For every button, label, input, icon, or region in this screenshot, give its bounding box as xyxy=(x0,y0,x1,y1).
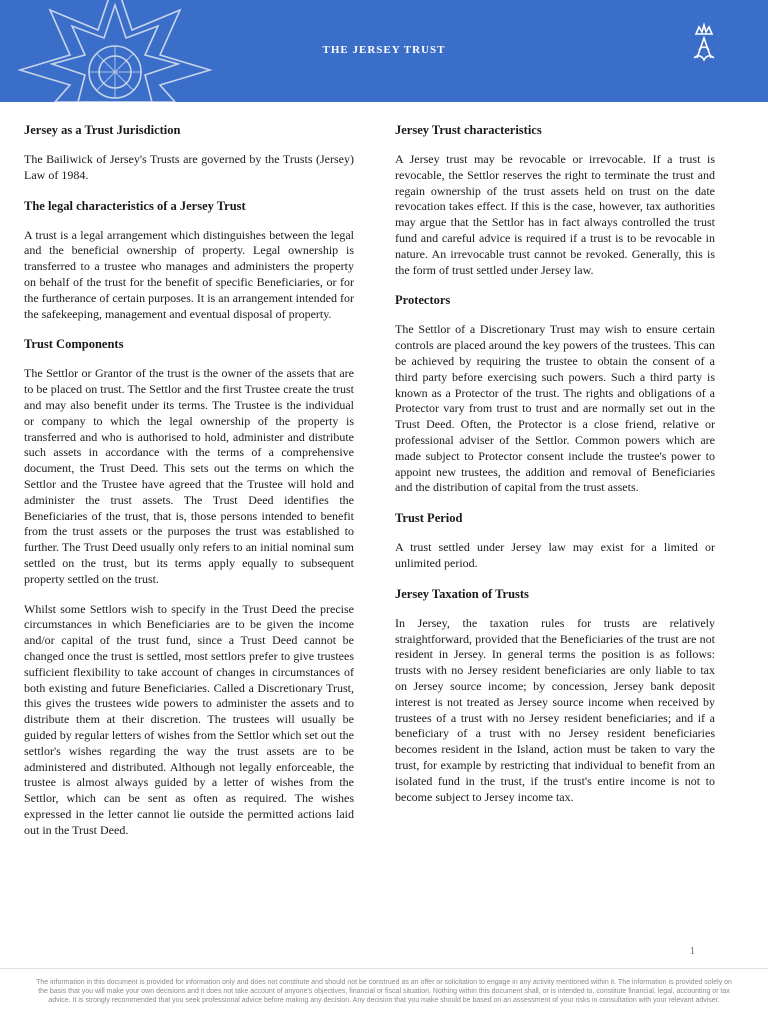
footer-disclaimer: The information in this document is provided for information only and does not constitute and should not be construed as an offer or solicitation to engage in any activity mentioned within it. The information is provided solely on the basis that you will make your own decisions and it does not take account of anyone's objectives, financial or fiscal situation. Nothing within this document shall, or is intended to, constitute financial, legal, accounting or tax advice. It is strongly recommended that you seek professional advice before making any decision. Any decision that you make should be based on an assessment of your risks in consultation with your relevant adviser. xyxy=(36,979,732,1004)
section-paragraph: A trust is a legal arrangement which distinguishes between the legal and the beneficial ownership of property. Legal ownership is transferred to a trustee who manages and administers the property on behalf of the trust for the benefit of specific Beneficiaries, or for the furtherance of certain purposes. It is an arrangement intended for the safekeeping, management and eventual disposal of property. xyxy=(24,227,354,321)
section-heading: Jersey Taxation of Trusts xyxy=(395,586,529,601)
right-column xyxy=(395,120,715,819)
section-paragraph: A Jersey trust may be revocable or irrevocable. If a trust is revocable, the Settlor reserves the right to terminate the trust and regain ownership of the trust assets held on trust on the date revocation takes effect. If this is the case, however, tax authorities may argue that the Settlor has in fact always controlled the trust fund and careful advice is required if a trust is to be revocable in nature. An irrevocable trust cannot be revoked. Generally, this is the form of trust settled under Jersey law. xyxy=(395,152,715,277)
section-paragraph: A trust settled under Jersey law may exist for a limited or unlimited period. xyxy=(395,540,715,570)
section-heading: Jersey as a Trust Jurisdiction xyxy=(24,123,181,137)
section-paragraph: In Jersey, the taxation rules for trusts are relatively straightforward, provided that the Beneficiaries of the trust are not resident in Jersey. In general terms the position is as follows: trusts with no Jersey resident beneficiaries are only liable to tax on Jersey source income; by concession, Jersey bank deposit interest is not treated as Jersey source income when received by trustees of a trust with no Jersey resident beneficiaries; and if a beneficiary of a trust with no Jersey resident beneficiaries becomes resident in the Island, action must be taken to vary the trust, for example by restricting that individual to benefit from an isolated fund in the trust, if the trust's entire income is not to become subject to Jersey income tax. xyxy=(395,615,715,804)
section-heading: Trust Components xyxy=(24,337,124,352)
footer-divider xyxy=(0,968,768,969)
page-header xyxy=(0,0,768,102)
header-title: THE JERSEY TRUST xyxy=(322,44,446,56)
section-heading: Jersey Trust characteristics xyxy=(395,123,542,137)
section-heading: Protectors xyxy=(395,293,451,308)
section-heading: Trust Period xyxy=(395,511,463,526)
section-paragraph: The Settlor or Grantor of the trust is the owner of the assets that are to be placed on trust. The Settlor and the first Trustee create the trust and may also benefit under its terms. The Trustee is the individual or company to which the legal ownership of the property is transferred and who is authorised to hold, administer and distribute such assets in accordance with the terms of a comprehensive document, the Trust Deed. This sets out the terms on which the Settlor and the Trustee have agreed that the Trustee will hold and administer the trust assets. The Trust Deed identifies the Beneficiaries of the trust, that is, those persons intended to benefit from the trust assets or the purposes the trust was established to further. The Trust Deed usually only refers to an initial nominal sum settled on the trust, but its terms apply equally to subsequent property settled on the trust. xyxy=(24,366,354,586)
section-paragraph: The Bailiwick of Jersey's Trusts are governed by the Trusts (Jersey) Law of 1984. xyxy=(24,152,354,182)
section-paragraph: The Settlor of a Discretionary Trust may wish to ensure certain controls are placed around the key powers of the trustees. This can be achieved by requiring the trustee to obtain the consent of a third party before exercising such powers. Such a third party is known as a Protector of the trust. The rights and obligations of a Protector vary from trust to trust and are normally set out in the Trust Deed. Often, the Protector is a close friend, relative or professional adviser of the Settlor. Common powers which are made subject to Protector consent include the trustee's power to appoint new trustees, the addition and removal of Beneficiaries and the distribution of capital from the trust assets. xyxy=(395,322,715,495)
section-paragraph: Whilst some Settlors wish to specify in the Trust Deed the precise circumstances in which Beneficiaries are to be given the income and/or capital of the trust fund, since a Trust Deed cannot be changed once the trust is settled, most settlors prefer to give trustees sufficient flexibility to take account of changes in circumstances of both existing and future Beneficiaries. Called a Discretionary Trust, this gives the trustees wide powers to administer the assets and to distribute them at their discretion. The trustees will usually be guided by regular letters of wishes from the Settlor which set out the settlor's wishes regarding the way the trust assets are to be administered and distributed. Although not legally enforceable, the trustee is almost always guided by a letter of wishes from the Settlor, which can be sent as often as required. The wishes expressed in the letter cannot lie outside the permitted actions laid out in the Trust Deed. xyxy=(24,601,354,837)
crown-monogram-icon xyxy=(688,22,720,62)
left-column xyxy=(24,120,354,852)
section-heading: The legal characteristics of a Jersey Trust xyxy=(24,198,246,213)
page-number: 1 xyxy=(690,946,695,957)
